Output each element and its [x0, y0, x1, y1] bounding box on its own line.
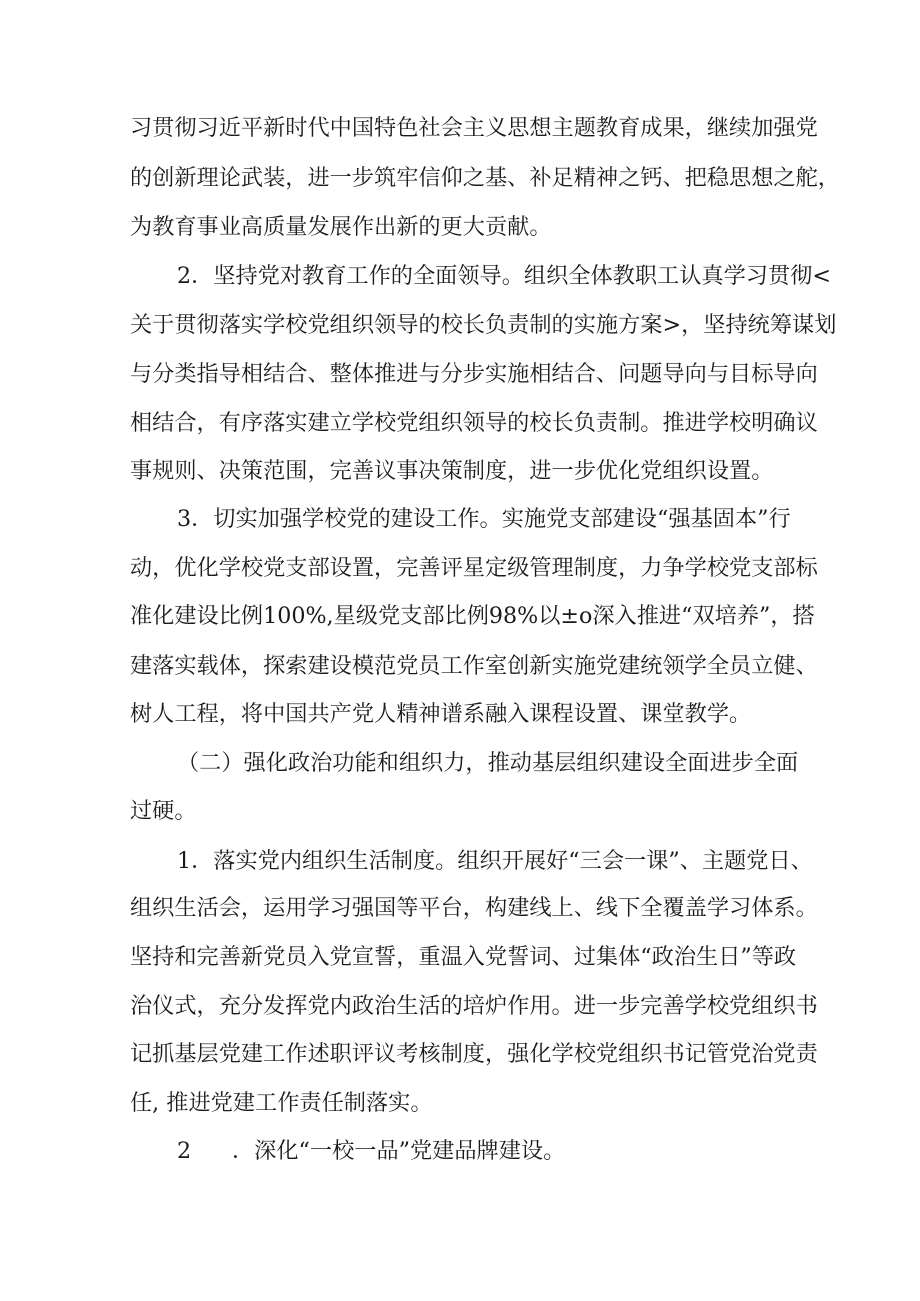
- text-line: 关于贯彻落实学校党组织领导的校长负责制的实施方案>，坚持统筹谋划: [130, 312, 837, 338]
- text-line: 树人工程，将中国共产党人精神谱系融入课程设置、课堂教学。: [130, 701, 752, 727]
- text-line: 为教育事业高质量发展作出新的更大贡献。: [130, 214, 552, 240]
- text-line: 组织生活会，运用学习强国等平台，构建线上、线下全覆盖学习体系。: [130, 895, 818, 921]
- text-line: 习贯彻习近平新时代中国特色社会主义思想主题教育成果，继续加强党: [130, 115, 818, 141]
- text-line: 建落实载体，探索建设模范党员工作室创新实施党建统领学全员立健、: [130, 653, 818, 679]
- text-line: 2．坚持党对教育工作的全面领导。组织全体教职工认真学习贯彻<: [177, 263, 831, 289]
- text-line: 动，优化学校党支部设置，完善评星定级管理制度，力争学校党支部标: [130, 555, 818, 581]
- text-line: 准化建设比例100%,星级党支部比例98%以±o深入推进“双培养”，搭: [130, 603, 815, 629]
- section-heading: （二）强化政治功能和组织力，推动基层组织建设全面进步全面: [177, 750, 799, 776]
- text-line: 3．切实加强学校党的建设工作。实施党支部建设“强基固本”行: [177, 506, 791, 532]
- item-number: 2: [177, 1138, 192, 1164]
- text-line: 的创新理论武装，进一步筑牢信仰之基、补足精神之钙、把稳思想之舵，: [130, 165, 840, 191]
- text-line: 相结合，有序落实建立学校党组织领导的校长负责制。推进学校明确议: [130, 410, 818, 436]
- section-heading: 过硬。: [130, 798, 197, 824]
- text-line: 与分类指导相结合、整体推进与分步实施相结合、问题导向与目标导向: [130, 361, 818, 387]
- text-line: 治仪式，充分发挥党内政治生活的培炉作用。进一步完善学校党组织书: [130, 993, 818, 1019]
- text-line: 1．落实党内组织生活制度。组织开展好“三会一课”、主题党日、: [177, 848, 813, 874]
- text-line: 事规则、决策范围，完善议事决策制度，进一步优化党组织设置。: [130, 458, 774, 484]
- text-line: 任, 推进党建工作责任制落实。: [130, 1090, 433, 1116]
- text-line: 记抓基层党建工作述职评议考核制度，强化学校党组织书记管党治党责: [130, 1041, 818, 1067]
- item-text: ．深化“一校一品”党建品牌建设。: [232, 1138, 566, 1164]
- text-line: 坚持和完善新党员入党宣誓，重温入党誓词、过集体“政治生日”等政: [130, 944, 797, 970]
